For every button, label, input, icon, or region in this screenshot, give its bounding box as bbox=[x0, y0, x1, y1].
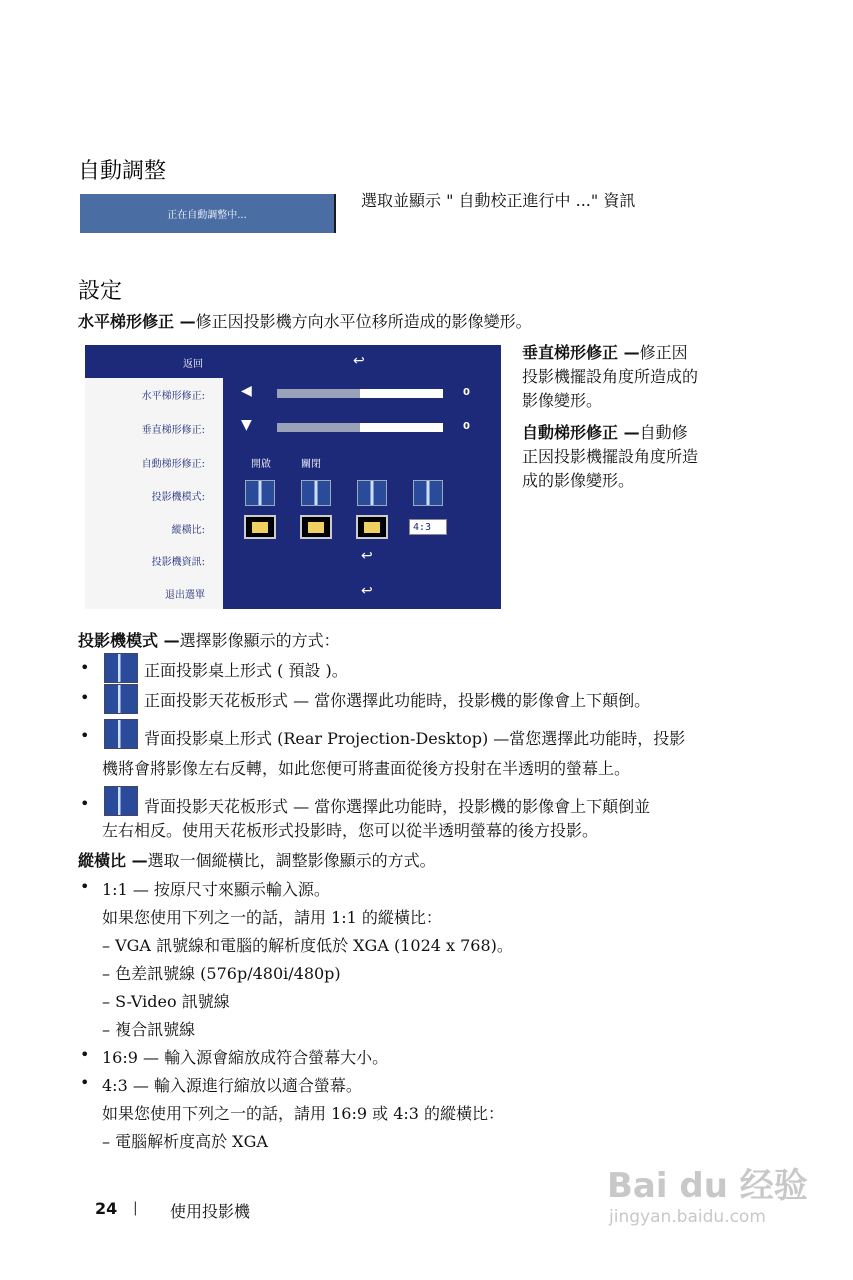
h-keystone-para bbox=[78, 310, 532, 334]
mode-item-3: 背面投影天花板形式 — 當你選擇此功能時，投影機的影像會上下顛倒並 bbox=[144, 797, 651, 816]
projector-mode-term: 投影機模式 — bbox=[78, 631, 180, 650]
aspect-line-6: 16:9 — 輸入源會縮放成符合螢幕大小。 bbox=[102, 1048, 389, 1067]
aspect-line-1: 如果您使用下列之一的話，請用 1:1 的縱橫比： bbox=[102, 908, 442, 927]
osd-top-bar bbox=[85, 345, 501, 378]
auto-keystone-term: 自動梯形修正 — bbox=[522, 423, 640, 442]
h-keystone-desc: 修正因投影機方向水平位移所造成的影像變形。 bbox=[195, 312, 532, 331]
osd-label-exit: 退出選單 bbox=[165, 590, 205, 601]
front-ceiling-icon[interactable] bbox=[301, 480, 331, 506]
osd-label-auto-keystone: 自動梯形修正: bbox=[141, 459, 205, 470]
projector-mode-para bbox=[78, 628, 340, 651]
watermark-brand: Bai du 经验 bbox=[607, 1166, 808, 1206]
bullet-dot: • bbox=[80, 877, 90, 896]
settings-heading: 設定 bbox=[78, 279, 123, 304]
osd-back-label: 返回 bbox=[183, 359, 203, 370]
aspect-value-box: 4:3 bbox=[409, 519, 447, 535]
aspect-line-9: – 電腦解析度高於 XGA bbox=[102, 1132, 268, 1151]
auto-adjust-desc: 選取並顯示 " 自動校正進行中 ..." 資訊 bbox=[361, 191, 636, 210]
aspect-term: 縱橫比 — bbox=[78, 851, 148, 870]
h-keystone-term: 水平梯形修正 — bbox=[78, 312, 196, 331]
osd-label-aspect: 縱橫比: bbox=[171, 525, 205, 536]
aspect-4-3-icon[interactable] bbox=[356, 515, 388, 539]
auto-keystone-desc-1: 正因投影機擺設角度所造 bbox=[522, 447, 699, 466]
bullet-dot: • bbox=[80, 1073, 90, 1092]
exit-enter-icon[interactable]: ↩ bbox=[361, 583, 373, 599]
page-number: 24 bbox=[95, 1199, 118, 1218]
aspect-desc: 選取一個縱橫比，調整影像顯示的方式。 bbox=[147, 851, 436, 870]
aspect-16-9-icon[interactable] bbox=[300, 515, 332, 539]
aspect-line-5: – 複合訊號線 bbox=[102, 1020, 196, 1039]
h-keystone-slider[interactable] bbox=[277, 389, 443, 398]
v-keystone-desc-2: 影像變形。 bbox=[522, 391, 603, 410]
mode-item-2-cont: 機將會將影像左右反轉，如此您便可將畫面從後方投射在半透明的螢幕上。 bbox=[102, 759, 631, 778]
left-triangle-icon: ◀ bbox=[241, 383, 252, 399]
aspect-line-7: 4:3 — 輸入源進行縮放以適合螢幕。 bbox=[102, 1076, 362, 1095]
rear-desktop-icon[interactable] bbox=[357, 480, 387, 506]
mode-item-1: 正面投影天花板形式 — 當你選擇此功能時，投影機的影像會上下顛倒。 bbox=[144, 691, 651, 710]
v-keystone-desc-0: 修正因 bbox=[639, 343, 688, 362]
aspect-line-0: 1:1 — 按原尺寸來顯示輸入源。 bbox=[102, 880, 330, 899]
rear-desktop-icon bbox=[104, 719, 138, 749]
h-keystone-fill bbox=[277, 389, 360, 398]
v-keystone-slider[interactable] bbox=[277, 423, 443, 432]
v-keystone-para bbox=[522, 341, 752, 413]
auto-keystone-desc-2: 成的影像變形。 bbox=[522, 471, 635, 490]
footer-title: 使用投影機 bbox=[170, 1202, 251, 1221]
down-triangle-icon: ▼ bbox=[241, 417, 252, 433]
rear-ceiling-icon bbox=[104, 786, 138, 816]
bullet-dot: • bbox=[80, 1045, 90, 1064]
bullet-dot: • bbox=[80, 688, 90, 707]
osd-label-h-keystone: 水平梯形修正: bbox=[141, 391, 205, 402]
h-keystone-value: 0 bbox=[463, 387, 470, 398]
bullet-dot: • bbox=[80, 794, 90, 813]
auto-keystone-on[interactable]: 開啟 bbox=[251, 459, 271, 470]
v-keystone-fill bbox=[277, 423, 360, 432]
mode-item-3-cont: 左右相反。使用天花板形式投影時，您可以從半透明螢幕的後方投影。 bbox=[102, 821, 599, 840]
aspect-line-2: – VGA 訊號線和電腦的解析度低於 XGA (1024 x 768)。 bbox=[102, 936, 513, 955]
aspect-line-4: – S-Video 訊號線 bbox=[102, 992, 230, 1011]
v-keystone-value: 0 bbox=[463, 421, 470, 432]
front-desktop-icon bbox=[104, 653, 138, 683]
auto-adjust-banner bbox=[80, 194, 336, 233]
v-keystone-term: 垂直梯形修正 — bbox=[522, 343, 640, 362]
front-desktop-icon[interactable] bbox=[245, 480, 275, 506]
watermark-url: jingyan.baidu.com bbox=[609, 1207, 766, 1227]
projector-mode-desc: 選擇影像顯示的方式： bbox=[179, 631, 340, 650]
osd-menu bbox=[85, 345, 501, 609]
bullet-dot: • bbox=[80, 726, 90, 745]
mode-item-0: 正面投影桌上形式 ( 預設 )。 bbox=[144, 661, 348, 680]
bullet-dot: • bbox=[80, 658, 90, 677]
auto-keystone-desc-0: 自動修 bbox=[639, 423, 688, 442]
aspect-line-8: 如果您使用下列之一的話，請用 16:9 或 4:3 的縱橫比： bbox=[102, 1104, 505, 1123]
aspect-1-1-icon[interactable] bbox=[244, 515, 276, 539]
banner-text: 正在自動調整中... bbox=[167, 210, 247, 221]
info-enter-icon[interactable]: ↩ bbox=[361, 548, 373, 564]
mode-item-2: 背面投影桌上形式 (Rear Projection-Desktop) —當您選擇此功能時，投影 bbox=[144, 729, 686, 748]
aspect-line-3: – 色差訊號線 (576p/480i/480p) bbox=[102, 964, 341, 983]
baidu-watermark-logo bbox=[607, 1158, 808, 1227]
osd-label-v-keystone: 垂直梯形修正: bbox=[141, 425, 205, 436]
footer-separator: | bbox=[133, 1200, 138, 1216]
v-keystone-desc-1: 投影機擺設角度所造成的 bbox=[522, 367, 699, 386]
aspect-para bbox=[78, 848, 436, 871]
back-arrow-icon: ↩ bbox=[353, 353, 365, 369]
auto-keystone-para bbox=[522, 421, 752, 493]
auto-keystone-off[interactable]: 關閉 bbox=[301, 459, 321, 470]
osd-label-projector-mode: 投影機模式: bbox=[151, 492, 205, 503]
rear-ceiling-icon[interactable] bbox=[413, 480, 443, 506]
front-ceiling-icon bbox=[104, 684, 138, 714]
osd-label-info: 投影機資訊: bbox=[151, 557, 205, 568]
auto-adjust-heading: 自動調整 bbox=[78, 159, 167, 184]
